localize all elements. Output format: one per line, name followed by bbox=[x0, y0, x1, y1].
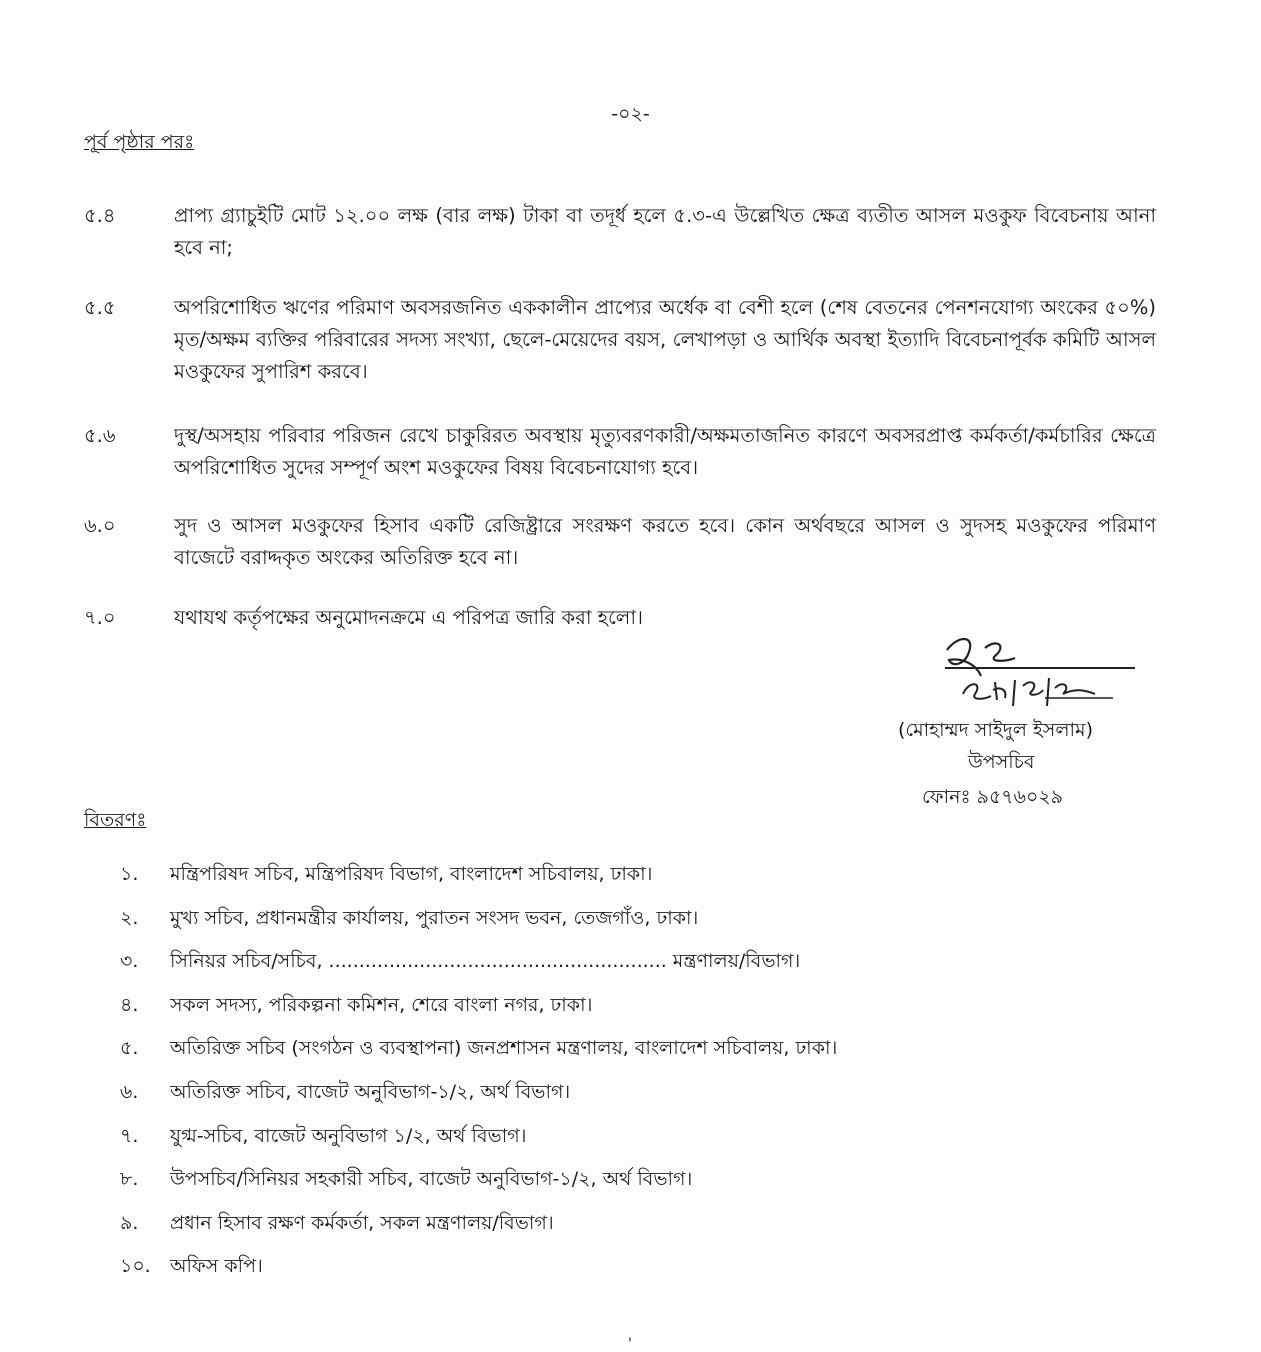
list-item bbox=[120, 904, 1070, 948]
list-item bbox=[120, 1078, 1070, 1122]
list-item bbox=[120, 947, 1070, 991]
list-item bbox=[120, 991, 1070, 1035]
item-number: ৯. bbox=[120, 1211, 139, 1234]
clause-text: অপরিশোধিত ঋণের পরিমাণ অবসরজনিত এককালীন প্রাপ্যের অর্ধেক বা বেশী হলে (শেষ বেতনের পেনশনযোগ্য অংকের ৫০%) মৃত/অক্ষম ব্যক্তির পরিবারের সদস্য সংখ্যা, ছেলে-মেয়েদের বয়স, লেখাপড়া ও আর্থিক অবস্থা ইত্যাদি বিবেচনাপূর্বক কমিটি আসল মওকুফের সুপারিশ করবে। bbox=[174, 296, 1156, 383]
item-text: মন্ত্রিপরিষদ সচিব, মন্ত্রিপরিষদ বিভাগ, বাংলাদেশ সচিবালয়, ঢাকা। bbox=[170, 863, 653, 885]
handwritten-signature bbox=[935, 628, 1145, 718]
item-number: ৭. bbox=[120, 1124, 139, 1147]
item-text: উপসচিব/সিনিয়র সহকারী সচিব, বাজেট অনুবিভাগ-১/২, অর্থ বিভাগ। bbox=[170, 1168, 693, 1191]
list-item bbox=[120, 1034, 1070, 1078]
clause-text: যথাযথ কর্তৃপক্ষের অনুমোদনক্রমে এ পরিপত্র জারি করা হলো। bbox=[174, 606, 643, 629]
clause-5-4 bbox=[84, 200, 1156, 264]
list-item bbox=[120, 860, 1070, 904]
signer-name: (মোহাম্মদ সাইদুল ইসলাম) bbox=[898, 719, 1093, 741]
clause-5-5 bbox=[84, 292, 1156, 388]
item-number: ৩. bbox=[120, 950, 139, 973]
item-text: সিনিয়র সচিব/সচিব, ........................................................ মন্ত্রণালয়/বিভাগ। bbox=[170, 950, 801, 973]
item-number: ১. bbox=[120, 863, 139, 885]
clause-text: প্রাপ্য গ্র্যাচুইটি মোট ১২.০০ লক্ষ (বার লক্ষ) টাকা বা তদূর্ধ হলে ৫.৩-এ উল্লেখিত ক্ষেত্র ব্যতীত আসল মওকুফ বিবেচনায় আনা হবে না; bbox=[174, 204, 1156, 259]
list-item bbox=[120, 1209, 1070, 1253]
clause-number: ৫.৪ bbox=[84, 204, 116, 227]
footer-mark: ' bbox=[628, 1336, 632, 1352]
distribution-heading: বিতরণঃ bbox=[84, 809, 147, 831]
distribution-list bbox=[120, 860, 1070, 1296]
clause-6-0 bbox=[84, 510, 1156, 574]
item-number: ১০. bbox=[120, 1255, 151, 1278]
item-text: যুগ্ম-সচিব, বাজেট অনুবিভাগ ১/২, অর্থ বিভাগ। bbox=[170, 1124, 527, 1147]
item-number: ৮. bbox=[120, 1168, 139, 1191]
clause-number: ৭.০ bbox=[84, 606, 116, 629]
signer-title: উপসচিব bbox=[968, 751, 1035, 773]
item-number: ৫. bbox=[120, 1037, 139, 1060]
signature-block bbox=[880, 628, 1150, 818]
clause-text: দুস্থ/অসহায় পরিবার পরিজন রেখে চাকুরিরত অবস্থায় মৃত্যুবরণকারী/অক্ষমতাজনিত কারণে অবসরপ্রাপ্ত কর্মকর্তা/কর্মচারির ক্ষেত্রে অপরিশোধিত সুদের সম্পূর্ণ অংশ মওকুফের বিষয় বিবেচনাযোগ্য হবে। bbox=[174, 424, 1156, 479]
item-number: ৪. bbox=[120, 993, 139, 1016]
signer-phone: ফোনঃ ৯৫৭৬০২৯ bbox=[922, 786, 1064, 808]
item-number: ২. bbox=[120, 906, 139, 929]
clause-5-6 bbox=[84, 420, 1156, 484]
list-item bbox=[120, 1252, 1070, 1296]
item-number: ৬. bbox=[120, 1080, 139, 1103]
continued-label: পূর্ব পৃষ্ঠার পরঃ bbox=[84, 131, 195, 153]
item-text: অতিরিক্ত সচিব (সংগঠন ও ব্যবস্থাপনা) জনপ্রশাসন মন্ত্রণালয়, বাংলাদেশ সচিবালয়, ঢাকা। bbox=[170, 1037, 838, 1060]
clause-text: সুদ ও আসল মওকুফের হিসাব একটি রেজিষ্ট্রারে সংরক্ষণ করতে হবে। কোন অর্থবছরে আসল ও সুদসহ মওকুফের পরিমাণ বাজেটে বরাদ্দকৃত অংকের অতিরিক্ত হবে না। bbox=[174, 514, 1156, 569]
item-text: অতিরিক্ত সচিব, বাজেট অনুবিভাগ-১/২, অর্থ বিভাগ। bbox=[170, 1080, 571, 1103]
clause-number: ৬.০ bbox=[84, 514, 116, 537]
item-text: সকল সদস্য, পরিকল্পনা কমিশন, শেরে বাংলা নগর, ঢাকা। bbox=[170, 993, 593, 1016]
item-text: অফিস কপি। bbox=[170, 1255, 263, 1278]
item-text: প্রধান হিসাব রক্ষণ কর্মকর্তা, সকল মন্ত্রণালয়/বিভাগ। bbox=[170, 1211, 554, 1234]
list-item bbox=[120, 1122, 1070, 1166]
clause-number: ৫.৫ bbox=[84, 296, 116, 319]
item-text: মুখ্য সচিব, প্রধানমন্ত্রীর কার্যালয়, পুরাতন সংসদ ভবন, তেজগাঁও, ঢাকা। bbox=[170, 906, 699, 929]
list-item bbox=[120, 1165, 1070, 1209]
clause-number: ৫.৬ bbox=[84, 424, 116, 447]
page-number: -০২- bbox=[611, 103, 650, 125]
